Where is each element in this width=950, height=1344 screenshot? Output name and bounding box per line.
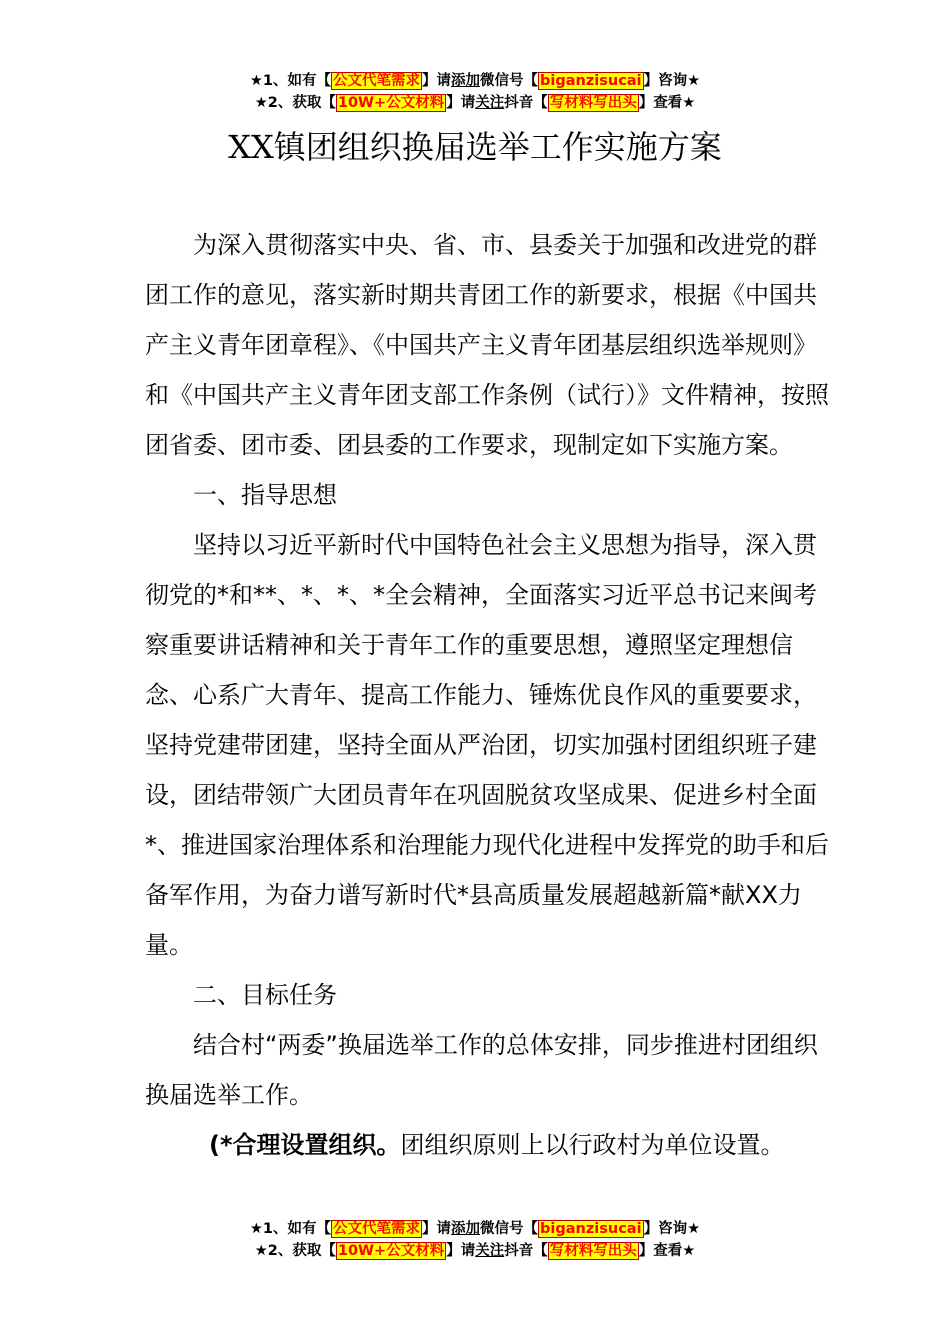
highlight-tag: 公文代笔需求 <box>333 1221 421 1237</box>
highlight-tag: 10W+公文材料 <box>337 1243 445 1259</box>
banner-text: 】请 <box>446 1243 476 1259</box>
banner-text: ★1、如有【 <box>249 1221 332 1237</box>
highlight-tag: 公文代笔需求 <box>333 73 421 89</box>
banner-text: 】咨询★ <box>643 73 701 89</box>
highlight-tag: 写材料写出头 <box>549 95 637 111</box>
highlight-tag: 10W+公文材料 <box>337 95 445 111</box>
banner-text: 微信号【 <box>480 73 539 89</box>
highlight-tag: biganzisucai <box>540 1221 642 1237</box>
document-title: XX镇团组织换届选举工作实施方案 <box>228 128 722 166</box>
section-heading-1: 一、指导思想 <box>193 481 337 509</box>
highlight-tag: biganzisucai <box>540 73 642 89</box>
paragraph-text: 团组织原则上以行政村为单位设置。 <box>400 1131 785 1159</box>
banner-line-1 <box>0 70 950 92</box>
banner-text: 添加 <box>451 1221 481 1237</box>
banner-text: 】请 <box>446 95 476 111</box>
banner-text: 】请 <box>422 73 452 89</box>
paragraph-intro: 为深入贯彻落实中央、省、市、县委关于加强和改进党的群团工作的意见，落实新时期共青团工作的新要求，根据《中国共产主义青年团章程》、《中国共产主义青年团基层组织选举规则》和《中国共产主义青年团支部工作条例（试行）》文件精神，按照团省委、团市委、团县委的工作要求，现制定如下实施方案。 <box>145 231 829 459</box>
paragraph-guiding-thought: 坚持以习近平新时代中国特色社会主义思想为指导，深入贯彻党的*和**、*、*、*全会精神，全面落实习近平总书记来闽考察重要讲话精神和关于青年工作的重要思想，遵照坚定理想信念、心系广大青年、提高工作能力、锤炼优良作风的重要要求，坚持党建带团建，坚持全面从严治团，切实加强村团组织班子建设，团结带领广大团员青年在巩固脱贫攻坚成果、促进乡村全面*、推进国家治理体系和治理能力现代化进程中发挥党的助手和后备军作用，为奋力谱写新时代*县高质量发展超越新篇*献XX力量。 <box>145 531 829 959</box>
banner-text: 】咨询★ <box>643 1221 701 1237</box>
banner-text: 关注 <box>475 1243 505 1259</box>
banner-line-2 <box>0 92 950 114</box>
banner-text: 微信号【 <box>480 1221 539 1237</box>
banner-text: 添加 <box>451 73 481 89</box>
paragraph-org-setup <box>145 1120 835 1170</box>
header-banner <box>0 70 950 114</box>
subheading-lead: (*合理设置组织。 <box>209 1131 401 1159</box>
banner-line-2 <box>0 1240 950 1262</box>
banner-text: 抖音【 <box>504 95 548 111</box>
highlight-tag: 写材料写出头 <box>549 1243 637 1259</box>
document-body <box>145 220 835 1170</box>
banner-text: 】请 <box>422 1221 452 1237</box>
paragraph-goals: 结合村“两委”换届选举工作的总体安排，同步推进村团组织换届选举工作。 <box>145 1031 818 1109</box>
banner-line-1 <box>0 1218 950 1240</box>
banner-text: 关注 <box>475 95 505 111</box>
banner-text: 抖音【 <box>504 1243 548 1259</box>
banner-text: ★2、获取【 <box>254 1243 336 1259</box>
footer-banner <box>0 1218 950 1262</box>
banner-text: 】查看★ <box>638 1243 696 1259</box>
banner-text: ★2、获取【 <box>254 95 336 111</box>
banner-text: ★1、如有【 <box>249 73 332 89</box>
banner-text: 】查看★ <box>638 95 696 111</box>
section-heading-2: 二、目标任务 <box>193 981 337 1009</box>
